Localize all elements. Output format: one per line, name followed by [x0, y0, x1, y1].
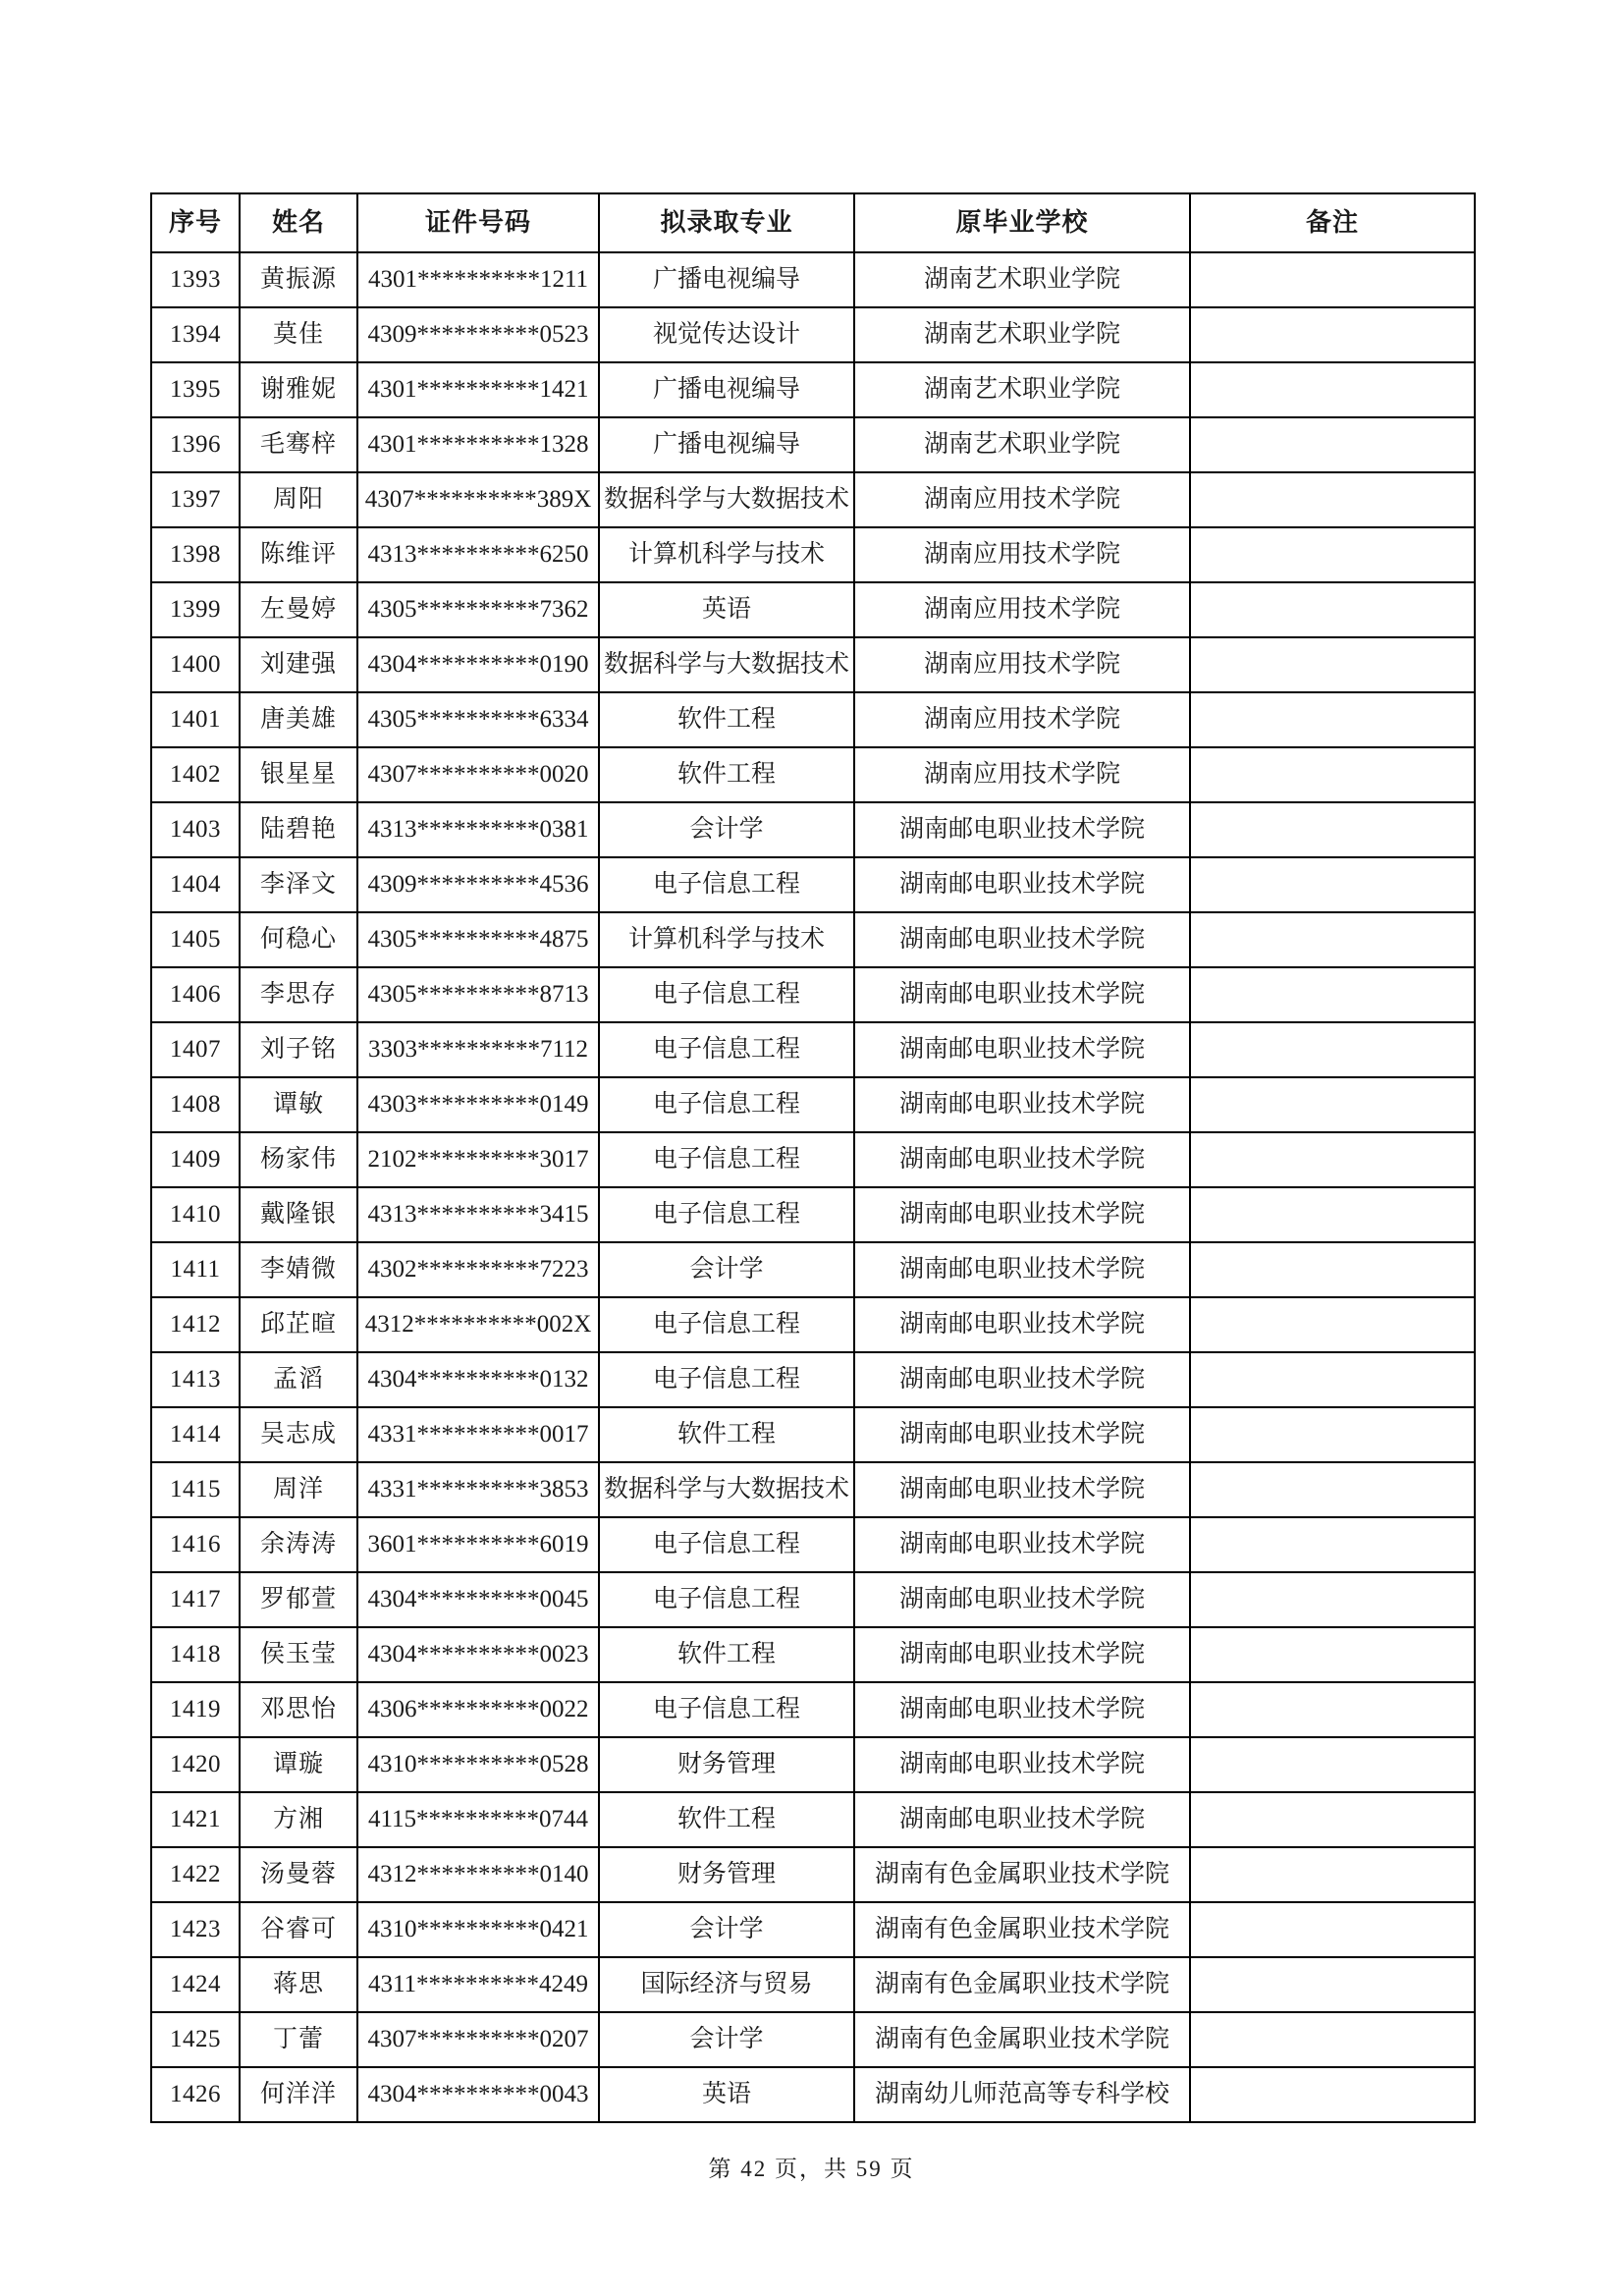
cell-id-number: 4306**********0022: [357, 1682, 599, 1737]
cell-remarks: [1190, 1187, 1475, 1242]
cell-sequence: 1411: [151, 1242, 240, 1297]
cell-remarks: [1190, 1957, 1475, 2012]
cell-name: 李思存: [240, 967, 357, 1022]
cell-id-number: 2102**********3017: [357, 1132, 599, 1187]
cell-remarks: [1190, 1737, 1475, 1792]
cell-major: 电子信息工程: [599, 1297, 854, 1352]
table-row: [151, 912, 1475, 967]
column-header-sequence: 序号: [151, 193, 240, 252]
cell-remarks: [1190, 637, 1475, 692]
cell-id-number: 4312**********002X: [357, 1297, 599, 1352]
cell-major: 国际经济与贸易: [599, 1957, 854, 2012]
cell-school: 湖南邮电职业技术学院: [854, 1352, 1190, 1407]
cell-remarks: [1190, 1407, 1475, 1462]
table-row: [151, 472, 1475, 527]
cell-sequence: 1415: [151, 1462, 240, 1517]
cell-id-number: 4302**********7223: [357, 1242, 599, 1297]
cell-id-number: 4301**********1211: [357, 252, 599, 307]
table-row: [151, 2012, 1475, 2067]
cell-sequence: 1423: [151, 1902, 240, 1957]
cell-major: 电子信息工程: [599, 1517, 854, 1572]
cell-school: 湖南邮电职业技术学院: [854, 857, 1190, 912]
cell-school: 湖南邮电职业技术学院: [854, 1462, 1190, 1517]
cell-sequence: 1425: [151, 2012, 240, 2067]
cell-school: 湖南邮电职业技术学院: [854, 1022, 1190, 1077]
cell-school: 湖南应用技术学院: [854, 747, 1190, 802]
cell-id-number: 4313**********0381: [357, 802, 599, 857]
cell-school: 湖南邮电职业技术学院: [854, 1682, 1190, 1737]
cell-sequence: 1409: [151, 1132, 240, 1187]
cell-remarks: [1190, 417, 1475, 472]
cell-name: 谭敏: [240, 1077, 357, 1132]
cell-name: 邱芷暄: [240, 1297, 357, 1352]
cell-id-number: 4310**********0421: [357, 1902, 599, 1957]
cell-remarks: [1190, 857, 1475, 912]
cell-remarks: [1190, 912, 1475, 967]
cell-name: 谢雅妮: [240, 362, 357, 417]
cell-remarks: [1190, 1022, 1475, 1077]
cell-id-number: 4307**********389X: [357, 472, 599, 527]
cell-major: 广播电视编导: [599, 417, 854, 472]
cell-id-number: 4307**********0020: [357, 747, 599, 802]
cell-id-number: 4305**********8713: [357, 967, 599, 1022]
cell-major: 数据科学与大数据技术: [599, 472, 854, 527]
cell-remarks: [1190, 1132, 1475, 1187]
cell-major: 软件工程: [599, 1792, 854, 1847]
table-body: [151, 252, 1475, 2122]
table-row: [151, 1517, 1475, 1572]
cell-sequence: 1405: [151, 912, 240, 967]
cell-sequence: 1412: [151, 1297, 240, 1352]
cell-major: 财务管理: [599, 1847, 854, 1902]
cell-name: 莫佳: [240, 307, 357, 362]
cell-school: 湖南邮电职业技术学院: [854, 1077, 1190, 1132]
cell-school: 湖南艺术职业学院: [854, 252, 1190, 307]
table-row: [151, 1187, 1475, 1242]
cell-major: 电子信息工程: [599, 1022, 854, 1077]
column-header-school: 原毕业学校: [854, 193, 1190, 252]
table-header: [151, 193, 1475, 252]
cell-major: 电子信息工程: [599, 1572, 854, 1627]
cell-remarks: [1190, 362, 1475, 417]
cell-school: 湖南应用技术学院: [854, 472, 1190, 527]
cell-name: 李婧微: [240, 1242, 357, 1297]
cell-school: 湖南邮电职业技术学院: [854, 1572, 1190, 1627]
cell-school: 湖南有色金属职业技术学院: [854, 2012, 1190, 2067]
cell-name: 左曼婷: [240, 582, 357, 637]
cell-remarks: [1190, 1462, 1475, 1517]
cell-sequence: 1401: [151, 692, 240, 747]
cell-school: 湖南艺术职业学院: [854, 417, 1190, 472]
cell-school: 湖南应用技术学院: [854, 692, 1190, 747]
cell-school: 湖南应用技术学院: [854, 637, 1190, 692]
cell-id-number: 4301**********1421: [357, 362, 599, 417]
cell-id-number: 4305**********4875: [357, 912, 599, 967]
cell-name: 李泽文: [240, 857, 357, 912]
cell-major: 财务管理: [599, 1737, 854, 1792]
cell-major: 电子信息工程: [599, 857, 854, 912]
cell-name: 何稳心: [240, 912, 357, 967]
cell-name: 蒋思: [240, 1957, 357, 2012]
cell-school: 湖南邮电职业技术学院: [854, 1187, 1190, 1242]
cell-sequence: 1403: [151, 802, 240, 857]
cell-remarks: [1190, 472, 1475, 527]
table-row: [151, 802, 1475, 857]
table-row: [151, 1847, 1475, 1902]
cell-sequence: 1416: [151, 1517, 240, 1572]
cell-remarks: [1190, 1242, 1475, 1297]
cell-name: 戴隆银: [240, 1187, 357, 1242]
cell-id-number: 4313**********3415: [357, 1187, 599, 1242]
cell-sequence: 1426: [151, 2067, 240, 2122]
cell-name: 方湘: [240, 1792, 357, 1847]
cell-name: 黄振源: [240, 252, 357, 307]
column-header-major: 拟录取专业: [599, 193, 854, 252]
cell-major: 软件工程: [599, 1407, 854, 1462]
table-row: [151, 1627, 1475, 1682]
cell-sequence: 1420: [151, 1737, 240, 1792]
cell-major: 电子信息工程: [599, 1187, 854, 1242]
cell-id-number: 4304**********0023: [357, 1627, 599, 1682]
table-row: [151, 1077, 1475, 1132]
cell-name: 周阳: [240, 472, 357, 527]
cell-id-number: 4309**********0523: [357, 307, 599, 362]
cell-sequence: 1407: [151, 1022, 240, 1077]
cell-sequence: 1398: [151, 527, 240, 582]
column-header-name: 姓名: [240, 193, 357, 252]
cell-major: 软件工程: [599, 1627, 854, 1682]
cell-major: 英语: [599, 2067, 854, 2122]
cell-name: 余涛涛: [240, 1517, 357, 1572]
cell-remarks: [1190, 1352, 1475, 1407]
cell-id-number: 4304**********0132: [357, 1352, 599, 1407]
cell-major: 英语: [599, 582, 854, 637]
table-row: [151, 1022, 1475, 1077]
cell-school: 湖南邮电职业技术学院: [854, 1517, 1190, 1572]
cell-sequence: 1413: [151, 1352, 240, 1407]
cell-major: 电子信息工程: [599, 1682, 854, 1737]
cell-id-number: 3601**********6019: [357, 1517, 599, 1572]
cell-id-number: 4305**********6334: [357, 692, 599, 747]
page-footer: 第 42 页，共 59 页: [708, 2157, 915, 2181]
table-row: [151, 582, 1475, 637]
table-row: [151, 1572, 1475, 1627]
cell-school: 湖南艺术职业学院: [854, 307, 1190, 362]
cell-id-number: 3303**********7112: [357, 1022, 599, 1077]
cell-school: 湖南邮电职业技术学院: [854, 1407, 1190, 1462]
cell-major: 会计学: [599, 1242, 854, 1297]
cell-sequence: 1410: [151, 1187, 240, 1242]
header-row: [151, 193, 1475, 252]
table-row: [151, 307, 1475, 362]
roster-table-container: [150, 192, 1462, 2123]
cell-major: 广播电视编导: [599, 362, 854, 417]
admission-roster-table: [150, 192, 1476, 2123]
cell-school: 湖南有色金属职业技术学院: [854, 1957, 1190, 2012]
cell-sequence: 1421: [151, 1792, 240, 1847]
cell-name: 汤曼蓉: [240, 1847, 357, 1902]
cell-remarks: [1190, 692, 1475, 747]
cell-major: 计算机科学与技术: [599, 527, 854, 582]
table-row: [151, 362, 1475, 417]
cell-sequence: 1400: [151, 637, 240, 692]
cell-remarks: [1190, 582, 1475, 637]
cell-major: 会计学: [599, 2012, 854, 2067]
cell-id-number: 4331**********3853: [357, 1462, 599, 1517]
cell-sequence: 1394: [151, 307, 240, 362]
table-row: [151, 1737, 1475, 1792]
cell-remarks: [1190, 252, 1475, 307]
cell-id-number: 4304**********0190: [357, 637, 599, 692]
cell-major: 软件工程: [599, 692, 854, 747]
cell-school: 湖南邮电职业技术学院: [854, 1792, 1190, 1847]
cell-major: 电子信息工程: [599, 967, 854, 1022]
cell-id-number: 4311**********4249: [357, 1957, 599, 2012]
cell-school: 湖南艺术职业学院: [854, 362, 1190, 417]
cell-remarks: [1190, 1902, 1475, 1957]
column-header-id-number: 证件号码: [357, 193, 599, 252]
cell-id-number: 4305**********7362: [357, 582, 599, 637]
cell-major: 电子信息工程: [599, 1132, 854, 1187]
cell-remarks: [1190, 802, 1475, 857]
cell-major: 软件工程: [599, 747, 854, 802]
cell-name: 吴志成: [240, 1407, 357, 1462]
table-row: [151, 2067, 1475, 2122]
table-row: [151, 1462, 1475, 1517]
cell-name: 杨家伟: [240, 1132, 357, 1187]
cell-sequence: 1406: [151, 967, 240, 1022]
table-row: [151, 1792, 1475, 1847]
cell-sequence: 1404: [151, 857, 240, 912]
cell-sequence: 1393: [151, 252, 240, 307]
cell-sequence: 1419: [151, 1682, 240, 1737]
cell-name: 侯玉莹: [240, 1627, 357, 1682]
cell-id-number: 4331**********0017: [357, 1407, 599, 1462]
table-row: [151, 967, 1475, 1022]
cell-remarks: [1190, 1572, 1475, 1627]
cell-school: 湖南有色金属职业技术学院: [854, 1847, 1190, 1902]
cell-name: 何洋洋: [240, 2067, 357, 2122]
table-row: [151, 1682, 1475, 1737]
cell-name: 邓思怡: [240, 1682, 357, 1737]
cell-major: 电子信息工程: [599, 1077, 854, 1132]
cell-id-number: 4303**********0149: [357, 1077, 599, 1132]
table-row: [151, 1407, 1475, 1462]
cell-major: 会计学: [599, 1902, 854, 1957]
cell-school: 湖南邮电职业技术学院: [854, 1132, 1190, 1187]
cell-name: 罗郁萱: [240, 1572, 357, 1627]
cell-remarks: [1190, 1847, 1475, 1902]
cell-remarks: [1190, 307, 1475, 362]
table-row: [151, 1352, 1475, 1407]
table-row: [151, 417, 1475, 472]
cell-sequence: 1396: [151, 417, 240, 472]
cell-id-number: 4307**********0207: [357, 2012, 599, 2067]
cell-name: 孟滔: [240, 1352, 357, 1407]
table-row: [151, 637, 1475, 692]
cell-sequence: 1402: [151, 747, 240, 802]
cell-sequence: 1418: [151, 1627, 240, 1682]
table-row: [151, 1297, 1475, 1352]
cell-major: 电子信息工程: [599, 1352, 854, 1407]
cell-name: 谭璇: [240, 1737, 357, 1792]
cell-school: 湖南应用技术学院: [854, 527, 1190, 582]
cell-id-number: 4304**********0043: [357, 2067, 599, 2122]
cell-name: 陆碧艳: [240, 802, 357, 857]
cell-remarks: [1190, 1627, 1475, 1682]
cell-name: 刘建强: [240, 637, 357, 692]
table-row: [151, 1242, 1475, 1297]
cell-remarks: [1190, 1517, 1475, 1572]
cell-remarks: [1190, 967, 1475, 1022]
cell-school: 湖南邮电职业技术学院: [854, 1297, 1190, 1352]
cell-id-number: 4312**********0140: [357, 1847, 599, 1902]
table-row: [151, 1957, 1475, 2012]
cell-id-number: 4310**********0528: [357, 1737, 599, 1792]
cell-name: 唐美雄: [240, 692, 357, 747]
cell-id-number: 4313**********6250: [357, 527, 599, 582]
cell-sequence: 1417: [151, 1572, 240, 1627]
cell-sequence: 1395: [151, 362, 240, 417]
cell-remarks: [1190, 2012, 1475, 2067]
cell-id-number: 4309**********4536: [357, 857, 599, 912]
cell-sequence: 1408: [151, 1077, 240, 1132]
cell-remarks: [1190, 1297, 1475, 1352]
table-row: [151, 252, 1475, 307]
cell-remarks: [1190, 747, 1475, 802]
cell-school: 湖南邮电职业技术学院: [854, 1737, 1190, 1792]
cell-remarks: [1190, 1077, 1475, 1132]
table-row: [151, 747, 1475, 802]
cell-major: 视觉传达设计: [599, 307, 854, 362]
cell-school: 湖南邮电职业技术学院: [854, 1242, 1190, 1297]
cell-name: 银星星: [240, 747, 357, 802]
table-row: [151, 692, 1475, 747]
cell-sequence: 1397: [151, 472, 240, 527]
table-row: [151, 1132, 1475, 1187]
cell-name: 周洋: [240, 1462, 357, 1517]
cell-remarks: [1190, 527, 1475, 582]
cell-school: 湖南邮电职业技术学院: [854, 912, 1190, 967]
cell-name: 陈维评: [240, 527, 357, 582]
cell-school: 湖南有色金属职业技术学院: [854, 1902, 1190, 1957]
cell-name: 刘子铭: [240, 1022, 357, 1077]
cell-id-number: 4301**********1328: [357, 417, 599, 472]
cell-major: 数据科学与大数据技术: [599, 1462, 854, 1517]
table-row: [151, 1902, 1475, 1957]
cell-sequence: 1424: [151, 1957, 240, 2012]
cell-school: 湖南邮电职业技术学院: [854, 802, 1190, 857]
table-row: [151, 527, 1475, 582]
cell-name: 丁蕾: [240, 2012, 357, 2067]
cell-id-number: 4115**********0744: [357, 1792, 599, 1847]
column-header-remarks: 备注: [1190, 193, 1475, 252]
cell-sequence: 1422: [151, 1847, 240, 1902]
cell-school: 湖南幼儿师范高等专科学校: [854, 2067, 1190, 2122]
cell-major: 计算机科学与技术: [599, 912, 854, 967]
cell-remarks: [1190, 1682, 1475, 1737]
cell-remarks: [1190, 2067, 1475, 2122]
cell-school: 湖南应用技术学院: [854, 582, 1190, 637]
cell-major: 广播电视编导: [599, 252, 854, 307]
cell-name: 毛骞梓: [240, 417, 357, 472]
cell-name: 谷睿可: [240, 1902, 357, 1957]
cell-school: 湖南邮电职业技术学院: [854, 1627, 1190, 1682]
cell-sequence: 1399: [151, 582, 240, 637]
cell-major: 会计学: [599, 802, 854, 857]
cell-school: 湖南邮电职业技术学院: [854, 967, 1190, 1022]
cell-sequence: 1414: [151, 1407, 240, 1462]
cell-remarks: [1190, 1792, 1475, 1847]
cell-id-number: 4304**********0045: [357, 1572, 599, 1627]
cell-major: 数据科学与大数据技术: [599, 637, 854, 692]
table-row: [151, 857, 1475, 912]
